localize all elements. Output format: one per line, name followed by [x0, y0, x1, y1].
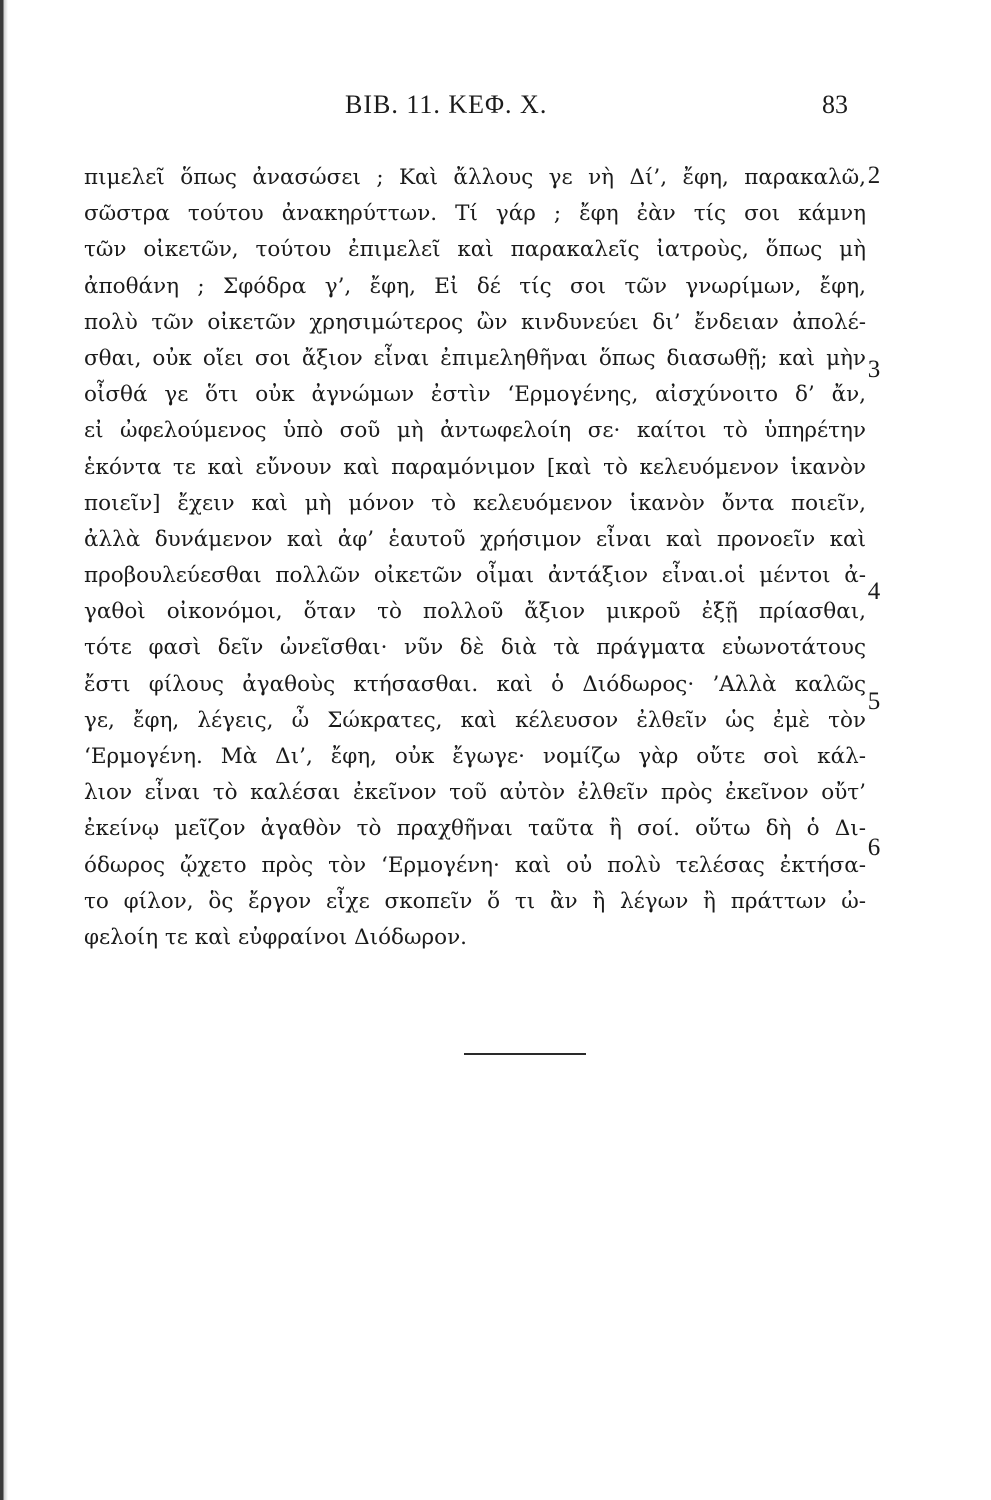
text-line: εἰ ὠφελούμενος ὑπὸ σοῦ μὴ ἀντωφελοίη σε· καίτοι τὸ ὑπηρέτην — [84, 418, 866, 444]
section-number: 3 — [867, 356, 881, 383]
running-head — [345, 90, 850, 122]
text-line: φελοίη τε καὶ εὐφραίνοι Διόδωρον. — [84, 924, 467, 950]
page-number: 83 — [822, 90, 848, 119]
text-line: σῶστρα τούτου ἀνακηρύττων. Τί γάρ ; ἔφη ἐὰν τίς σοι κάμνη — [84, 201, 866, 227]
text-line: ἑκόντα τε καὶ εὔνουν καὶ παραμόνιμον [καὶ τὸ κελευόμενον ἱκανὸν — [84, 454, 866, 480]
section-number: 5 — [867, 688, 881, 715]
text-line: γε, ἔφη, λέγεις, ὦ Σώκρατες, καὶ κέλευσον ἐλθεῖν ὡς ἐμὲ τὸν — [84, 707, 866, 733]
text-line: τῶν οἰκετῶν, τούτου ἐπιμελεῖ καὶ παρακαλεῖς ἰατροὺς, ὅπως μὴ — [84, 237, 866, 263]
text-line: γαθοὶ οἰκονόμοι, ὅταν τὸ πολλοῦ ἄξιον μικροῦ ἐξῇ πρίασθαι, — [84, 599, 866, 625]
text-line: οἶσθά γε ὅτι οὐκ ἀγνώμων ἐστὶν ‘Ερμογένης, αἰσχύνοιτο δ’ ἄν, — [84, 382, 866, 408]
running-title: BIB. 11. ΚΕΦ. X. — [345, 90, 548, 119]
section-number: 2 — [867, 162, 881, 189]
text-line: τότε φασὶ δεῖν ὠνεῖσθαι· νῦν δὲ διὰ τὰ πράγματα εὐωνοτάτους — [84, 635, 866, 661]
text-line: όδωρος ᾤχετο πρὸς τὸν ‘Ερμογένη· καὶ οὐ πολὺ τελέσας ἐκτήσα- — [84, 852, 866, 878]
text-line: πιμελεῖ ὅπως ἀνασώσει ; Καὶ ἄλλους γε νὴ Δί’, ἔφη, παρακαλῶ, — [84, 165, 866, 190]
text-line: το φίλον, ὃς ἔργον εἶχε σκοπεῖν ὅ τι ἂν ἢ λέγων ἢ πράττων ὠ- — [84, 888, 866, 914]
body-text — [84, 160, 866, 956]
page-binding-edge — [0, 0, 8, 1500]
text-line: ποιεῖν] ἔχειν καὶ μὴ μόνον τὸ κελευόμενον ἱκανὸν ὄντα ποιεῖν, — [84, 490, 866, 516]
text-line: πολὺ τῶν οἰκετῶν χρησιμώτερος ὢν κινδυνεύει δι’ ἔνδειαν ἀπολέ- — [84, 309, 866, 335]
text-line: προβουλεύεσθαι πολλῶν οἰκετῶν οἶμαι ἀντάξιον εἶναι.οἱ μέντοι ἀ- — [84, 563, 866, 589]
text-line: ἔστι φίλους ἀγαθοὺς κτήσασθαι. καὶ ὁ Διόδωρος· ’Αλλὰ καλῶς — [84, 671, 866, 697]
text-line: ἀλλὰ δυνάμενον καὶ ἀφ’ ἑαυτοῦ χρήσιμον εἶναι καὶ προνοεῖν καὶ — [84, 526, 866, 552]
section-number: 4 — [867, 578, 881, 605]
text-line: ἐκείνῳ μεῖζον ἀγαθὸν τὸ πραχθῆναι ταῦτα ἢ σοί. οὕτω δὴ ὁ Δι- — [84, 816, 866, 842]
text-line: ἀποθάνη ; Σφόδρα γ’, ἔφη, Εἰ δέ τίς σοι τῶν γνωρίμων, ἔφη, — [84, 273, 866, 299]
text-line: λιον εἶναι τὸ καλέσαι ἐκεῖνον τοῦ αὐτὸν ἐλθεῖν πρὸς ἐκεῖνον οὔτ’ — [84, 780, 866, 806]
section-number: 6 — [867, 834, 881, 861]
end-rule — [464, 1053, 586, 1055]
text-line: σθαι, οὐκ οἴει σοι ἄξιον εἶναι ἐπιμεληθῆναι ὅπως διασωθῇ; καὶ μὴν — [84, 345, 866, 371]
text-line: ‘Ερμογένη. Μὰ Δι’, ἔφη, οὐκ ἔγωγε· νομίζω γὰρ οὔτε σοὶ κάλ- — [84, 744, 866, 769]
